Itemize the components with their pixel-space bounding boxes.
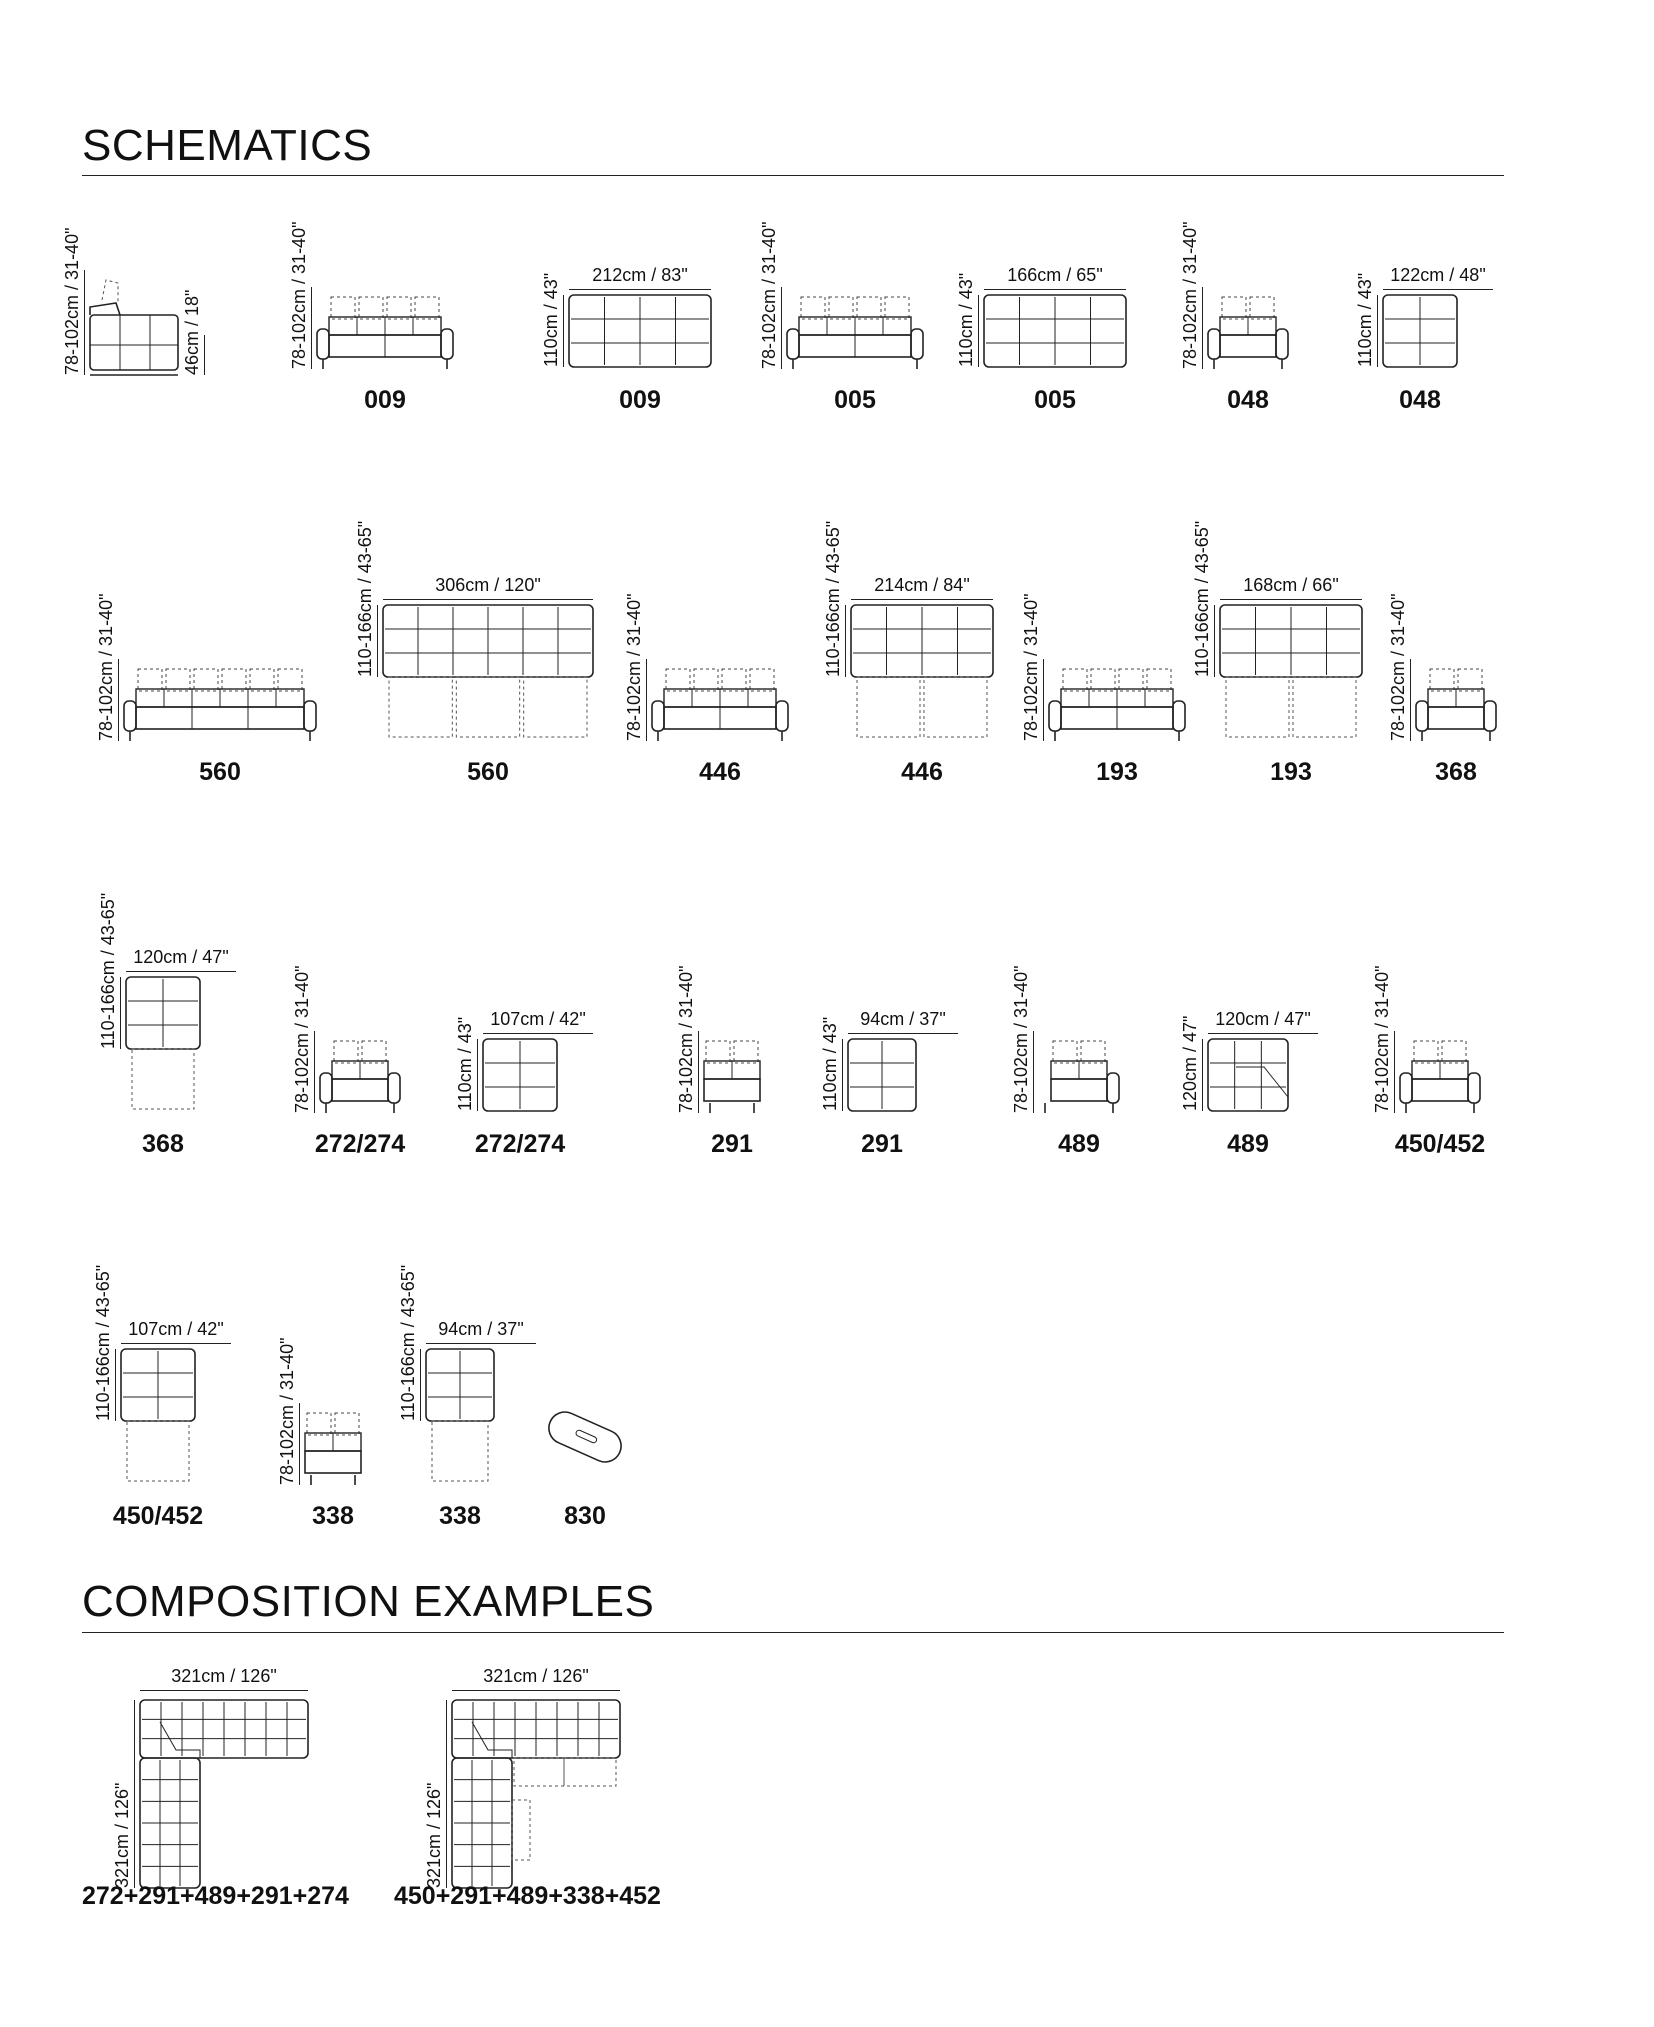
height-dimension-line: [978, 295, 979, 367]
width-dimension-label: 94cm / 37": [438, 1319, 524, 1339]
model-code: 560: [199, 758, 241, 786]
width-dimension: [1383, 265, 1493, 286]
model-code: 450/452: [1394, 1130, 1486, 1158]
height-dimension: 78-102cm / 31-40": [676, 965, 696, 1113]
ottoman-icon: [544, 1407, 626, 1467]
composition-code: 272+291+489+291+274: [82, 1882, 349, 1910]
width-dimension-line: [984, 289, 1126, 290]
width-dimension: [483, 1009, 593, 1030]
width-dimension-line: [121, 1343, 231, 1344]
model-code: 368: [1435, 758, 1477, 786]
height-dimension: 78-102cm / 31-40": [277, 1337, 297, 1485]
model-code: 272/274: [314, 1130, 406, 1158]
sofa-top-view: [1383, 295, 1457, 367]
height-dimension-line: [842, 1039, 843, 1111]
height-dimension-line: [1410, 659, 1411, 741]
model-code: 489: [1227, 1130, 1269, 1158]
width-dimension-line: [126, 971, 236, 972]
height-dimension-line: [1043, 659, 1044, 741]
height-dimension-line: [1202, 287, 1203, 369]
model-code: 193: [1270, 758, 1312, 786]
height-dimension: 110-166cm / 43-65": [398, 1264, 418, 1421]
model-code: 009: [619, 386, 661, 414]
seat-height-dimension-line: [204, 335, 205, 375]
width-dimension: [984, 265, 1126, 286]
width-dimension: [1220, 575, 1362, 596]
width-dimension-line: [383, 599, 593, 600]
height-dimension: 110cm / 43": [1355, 272, 1375, 367]
height-dimension: 78-102cm / 31-40": [759, 221, 779, 369]
sofa-front-view: [1045, 1041, 1119, 1113]
model-code: 446: [901, 758, 943, 786]
l-shape-sofa: [140, 1700, 308, 1888]
sofa-top-cushions: [851, 605, 993, 677]
vertical-run: [452, 1758, 512, 1888]
sofa-top-view: [121, 1349, 195, 1481]
height-dimension: 78-102cm / 31-40": [289, 221, 309, 369]
width-dimension-line: [483, 1033, 593, 1034]
height-dimension-line: [781, 287, 782, 369]
height-dimension-line: [1202, 1039, 1203, 1111]
height-dimension-line: [1377, 295, 1378, 367]
width-dimension: [851, 575, 993, 596]
model-code: 338: [439, 1502, 481, 1530]
model-code: 338: [312, 1502, 354, 1530]
width-dimension-line: [426, 1343, 536, 1344]
model-code: 048: [1399, 386, 1441, 414]
model-code: 193: [1096, 758, 1138, 786]
seat-height-dimension: 46cm / 18": [182, 289, 202, 375]
width-dimension-line: [1208, 1033, 1318, 1034]
vertical-run: [140, 1758, 200, 1888]
sofa-front-view: [320, 1041, 400, 1113]
height-dimension-line: [1214, 605, 1215, 677]
sofa-top-view: [426, 1349, 494, 1481]
width-dimension-label: 120cm / 47": [1215, 1009, 1311, 1029]
height-dimension: 110-166cm / 43-65": [93, 1264, 113, 1421]
width-dimension: [1208, 1009, 1318, 1030]
width-dimension-label: 107cm / 42": [128, 1319, 224, 1339]
width-dimension-label: 120cm / 47": [133, 947, 229, 967]
height-dimension: 78-102cm / 31-40": [1021, 593, 1041, 741]
width-dimension-line: [1383, 289, 1493, 290]
sofa-top-view: [851, 605, 993, 737]
compositions-heading: COMPOSITION EXAMPLES: [82, 1577, 655, 1626]
height-dimension-line: [311, 287, 312, 369]
height-dimension: 110-166cm / 43-65": [823, 520, 843, 677]
model-code: 009: [364, 386, 406, 414]
sofa-front-view: [1049, 669, 1185, 741]
height-dimension-line: [1033, 1031, 1034, 1113]
height-dimension-line: [118, 659, 119, 741]
height-dimension: 78-102cm / 31-40": [1180, 221, 1200, 369]
height-dimension: 78-102cm / 31-40": [1388, 593, 1408, 741]
height-dimension-line: [120, 977, 121, 1049]
width-dimension-label: 166cm / 65": [1007, 265, 1103, 285]
height-dimension: 78-102cm / 31-40": [62, 227, 82, 375]
schematics-heading: SCHEMATICS: [82, 121, 373, 170]
sofa-top-view: [1208, 1039, 1288, 1111]
width-dimension-label: 212cm / 83": [592, 265, 688, 285]
composition-code: 450+291+489+338+452: [394, 1882, 661, 1910]
height-dimension-line: [115, 1349, 116, 1421]
height-dimension: 120cm / 47": [1180, 1015, 1200, 1111]
sofa-top-cushions: [569, 295, 711, 367]
sofa-front-view: [124, 669, 316, 741]
height-dimension-line: [299, 1403, 300, 1485]
height-dimension-line: [420, 1349, 421, 1421]
schematics-divider: [82, 175, 1504, 176]
sofa-top-cushions: [383, 605, 593, 677]
horizontal-run: [140, 1700, 308, 1758]
sofa-front-view: [1400, 1041, 1480, 1113]
height-dimension-line: [377, 605, 378, 677]
width-dimension-label: 168cm / 66": [1243, 575, 1339, 595]
height-dimension-line: [646, 659, 647, 741]
model-code: 560: [467, 758, 509, 786]
sofa-top-cushions: [848, 1039, 916, 1111]
composition-width-line: [452, 1690, 620, 1691]
model-code: 830: [564, 1502, 606, 1530]
width-dimension: [426, 1319, 536, 1340]
height-dimension-line: [698, 1031, 699, 1113]
height-dimension-line: [845, 605, 846, 677]
height-dimension: 78-102cm / 31-40": [96, 593, 116, 741]
sofa-top-view: [483, 1039, 557, 1111]
model-code: 489: [1058, 1130, 1100, 1158]
height-dimension: 110cm / 43": [956, 272, 976, 367]
height-dimension-line: [563, 295, 564, 367]
width-dimension: [383, 575, 593, 596]
height-dimension: 110-166cm / 43-65": [1192, 520, 1212, 677]
width-dimension-label: 306cm / 120": [435, 575, 541, 595]
width-dimension-line: [848, 1033, 958, 1034]
height-dimension-line: [84, 270, 85, 375]
width-dimension-line: [851, 599, 993, 600]
width-dimension-line: [1220, 599, 1362, 600]
sofa-top-view: [984, 295, 1126, 367]
model-code: 005: [834, 386, 876, 414]
composition-width-dimension: [140, 1666, 308, 1687]
height-dimension-line: [477, 1039, 478, 1111]
sofa-top-view: [1220, 605, 1362, 737]
height-dimension-line: [314, 1031, 315, 1113]
l-shape-sofa: [452, 1700, 620, 1888]
horizontal-run: [452, 1700, 620, 1758]
model-code: 272/274: [474, 1130, 566, 1158]
sofa-side-view: [90, 280, 178, 375]
width-dimension: [848, 1009, 958, 1030]
sofa-top-view: [383, 605, 593, 737]
sofa-front-view: [652, 669, 788, 741]
width-dimension-label: 107cm / 42": [490, 1009, 586, 1029]
model-code: 450/452: [112, 1502, 204, 1530]
width-dimension: [569, 265, 711, 286]
height-dimension-line: [1394, 1031, 1395, 1113]
width-dimension-label: 122cm / 48": [1390, 265, 1486, 285]
height-dimension: 110cm / 43": [541, 272, 561, 367]
composition-width-dimension: [452, 1666, 620, 1687]
composition-depth-dimension: 321cm / 126": [424, 1782, 444, 1888]
model-code: 291: [711, 1130, 753, 1158]
model-code: 048: [1227, 386, 1269, 414]
sofa-top-cushions: [984, 295, 1126, 367]
height-dimension: 110-166cm / 43-65": [355, 520, 375, 677]
width-dimension-label: 94cm / 37": [860, 1009, 946, 1029]
composition-width-label: 321cm / 126": [483, 1666, 589, 1686]
sofa-top-cushions: [426, 1349, 494, 1421]
sofa-front-view: [1208, 297, 1288, 369]
composition-depth-dimension: 321cm / 126": [112, 1782, 132, 1888]
height-dimension: 110cm / 43": [820, 1016, 840, 1111]
sofa-front-view: [305, 1413, 361, 1485]
sofa-top-cushions: [1383, 295, 1457, 367]
sofa-top-cushions: [126, 977, 200, 1049]
height-dimension: 110cm / 43": [455, 1016, 475, 1111]
height-dimension: 78-102cm / 31-40": [1011, 965, 1031, 1113]
sofa-top-view: [126, 977, 200, 1109]
sofa-top-cushions: [121, 1349, 195, 1421]
height-dimension: 78-102cm / 31-40": [292, 965, 312, 1113]
sofa-top-cushions: [1220, 605, 1362, 677]
width-dimension-line: [569, 289, 711, 290]
composition-depth-dimension-line: [446, 1700, 447, 1888]
model-code: 446: [699, 758, 741, 786]
height-dimension: 78-102cm / 31-40": [1372, 965, 1392, 1113]
compositions-divider: [82, 1632, 1504, 1633]
sofa-top-view: [848, 1039, 916, 1111]
sofa-front-view: [704, 1041, 760, 1113]
width-dimension: [126, 947, 236, 968]
width-dimension-label: 214cm / 84": [874, 575, 970, 595]
sofa-top-cushions: [483, 1039, 557, 1111]
composition-width-label: 321cm / 126": [171, 1666, 277, 1686]
sofa-top-cushions: [1208, 1039, 1288, 1111]
model-code: 368: [142, 1130, 184, 1158]
sofa-front-view: [1416, 669, 1496, 741]
composition-depth-dimension-line: [134, 1700, 135, 1888]
composition-width-line: [140, 1690, 308, 1691]
width-dimension: [121, 1319, 231, 1340]
sofa-front-view: [787, 297, 923, 369]
height-dimension: 110-166cm / 43-65": [98, 892, 118, 1049]
height-dimension: 78-102cm / 31-40": [624, 593, 644, 741]
sofa-front-view: [317, 297, 453, 369]
model-code: 291: [861, 1130, 903, 1158]
sofa-top-view: [569, 295, 711, 367]
model-code: 005: [1034, 386, 1076, 414]
